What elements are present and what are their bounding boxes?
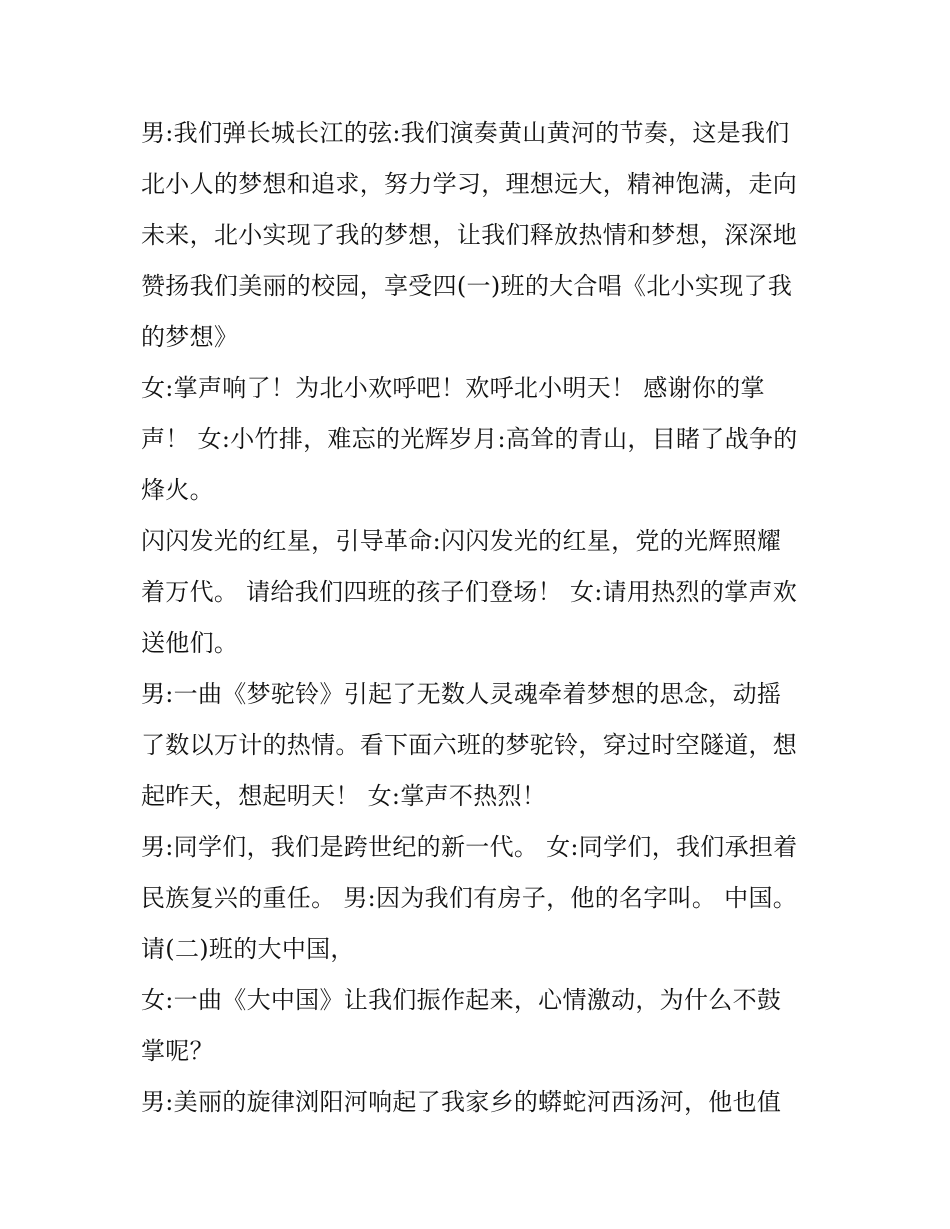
paragraph-5 [141,822,821,975]
text-line: 了数以万计的热情。看下面六班的梦驼铃，穿过时空隧道，想 [141,731,798,759]
text-line: 男:美丽的旋律浏阳河响起了我家乡的蟒蛇河西汤河，他也值 [141,1088,782,1116]
text-line: 烽火。 [141,476,214,504]
text-line: 民族复兴的重任。 男:因为我们有房子，他的名字叫。 中国。 [141,884,798,912]
text-line: 送他们。 [141,629,239,657]
paragraph-3 [141,516,821,669]
paragraph-1 [141,108,821,363]
text-line: 北小人的梦想和追求，努力学习，理想远大，精神饱满，走向 [141,170,798,198]
text-line: 未来，北小实现了我的梦想，让我们释放热情和梦想，深深地 [141,221,798,249]
text-line: 声！ 女:小竹排，难忘的光辉岁月:高耸的青山，目睹了战争的 [141,425,798,453]
paragraph-7 [141,1077,821,1128]
text-line: 掌呢？ [141,1037,214,1065]
text-line: 女:一曲《大中国》让我们振作起来，心情激动，为什么不鼓 [141,986,782,1014]
text-line: 女:掌声响了！为北小欢呼吧！欢呼北小明天！ 感谢你的掌 [141,374,765,402]
text-line: 着万代。 请给我们四班的孩子们登场！ 女:请用热烈的掌声欢 [141,578,798,606]
paragraph-6 [141,975,821,1077]
paragraph-2 [141,363,821,516]
text-line: 闪闪发光的红星，引导革命:闪闪发光的红星，党的光辉照耀 [141,527,782,555]
text-line: 起昨天，想起明天！ 女:掌声不热烈！ [141,782,547,810]
document-body [141,108,821,1128]
text-line: 男:我们弹长城长江的弦:我们演奏黄山黄河的节奏，这是我们 [141,119,790,147]
text-line: 的梦想》 [141,323,239,351]
paragraph-4 [141,669,821,822]
text-line: 请(二)班的大中国， [141,935,355,963]
text-line: 男:同学们，我们是跨世纪的新一代。 女:同学们，我们承担着 [141,833,798,861]
text-line: 男:一曲《梦驼铃》引起了无数人灵魂牵着梦想的思念，动摇 [141,680,782,708]
text-line: 赞扬我们美丽的校园，享受四(一)班的大合唱《北小实现了我 [141,272,793,300]
